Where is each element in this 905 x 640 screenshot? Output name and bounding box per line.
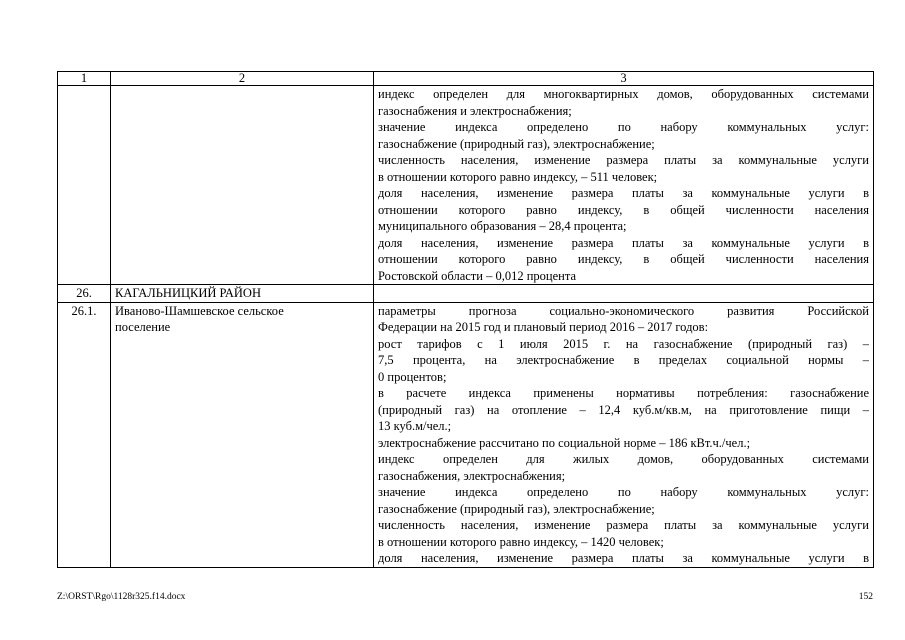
description-line: доля населения, изменение размера платы за коммунальные услуги в — [378, 186, 869, 200]
description-line: доля населения, изменение размера платы за коммунальные услуги в — [378, 235, 869, 250]
description-line: 0 процентов; — [378, 369, 447, 384]
table-row — [58, 302, 874, 567]
tariff-index-table — [57, 71, 874, 568]
description-line: отношении которого равно индексу, в общей численности населения — [378, 252, 869, 266]
row-description — [374, 302, 874, 567]
table-header-row — [58, 72, 874, 86]
description-line: значение индекса определено по набору коммунальных услуг: — [378, 485, 869, 499]
settlement-name-line: поселение — [115, 320, 171, 334]
description-line: отношении которого равно индексу, в общей численности населения — [378, 202, 869, 217]
description-line: газоснабжение (природный газ), электроснабжение; — [378, 501, 655, 516]
description-line: Федерации на 2015 год и плановый период 2016 – 2017 годов: — [378, 320, 709, 334]
description-line: индекс определен для жилых домов, оборудованных системами — [378, 452, 869, 466]
file-path-footer: Z:\ORST\Rgo\1128r325.f14.docx — [57, 592, 186, 602]
description-line: в расчете индекса применены нормативы потребления: газоснабжение — [378, 386, 869, 400]
page-number: 152 — [858, 592, 873, 602]
description-line: численность населения, изменение размера платы за коммунальные услуги — [378, 153, 869, 167]
description-line: муниципального образования – 28,4 процента; — [378, 219, 627, 233]
description-line: рост тарифов с 1 июля 2015 г. на газоснабжение (природный газ) – — [378, 336, 869, 351]
settlement-name — [111, 302, 374, 567]
district-name: КАГАЛЬНИЦКИЙ РАЙОН — [111, 285, 374, 303]
column-number-1: 1 — [58, 72, 111, 86]
description-line: параметры прогноза социально-экономического развития Российской — [378, 303, 869, 318]
description-line: газоснабжения, электроснабжения; — [378, 468, 566, 483]
description-line: значение индекса определено по набору коммунальных услуг: — [378, 120, 869, 134]
table-row — [58, 86, 874, 285]
row-description — [374, 86, 874, 285]
description-line: в отношении которого равно индексу, – 1420 человек; — [378, 534, 664, 549]
settlement-name-line: Иваново-Шамшевское сельское — [115, 303, 284, 318]
table-row-district — [58, 285, 874, 303]
description-line: доля населения, изменение размера платы за коммунальные услуги в — [378, 551, 869, 565]
row-number: 26. — [58, 285, 111, 303]
description-line: численность населения, изменение размера платы за коммунальные услуги — [378, 518, 869, 532]
description-line: в отношении которого равно индексу, – 511 человек; — [378, 169, 658, 184]
column-number-2: 2 — [111, 72, 374, 86]
description-line: газоснабжение (природный газ), электроснабжение; — [378, 136, 655, 151]
municipality-name — [111, 86, 374, 285]
row-number — [58, 86, 111, 285]
description-line: (природный газ) на отопление – 12,4 куб.м/кв.м, на приготовление пищи – — [378, 402, 869, 417]
description-line: индекс определен для многоквартирных домов, оборудованных системами — [378, 87, 869, 101]
column-number-3: 3 — [374, 72, 874, 86]
row-number: 26.1. — [58, 302, 111, 567]
row-description — [374, 285, 874, 303]
description-line: газоснабжения и электроснабжения; — [378, 103, 572, 118]
description-line: 13 куб.м/чел.; — [378, 419, 452, 433]
description-line: 7,5 процента, на электроснабжение в пределах социальной нормы – — [378, 353, 869, 367]
description-line: Ростовской области – 0,012 процента — [378, 268, 576, 283]
description-line: электроснабжение рассчитано по социальной норме – 186 кВт.ч./чел.; — [378, 435, 751, 450]
